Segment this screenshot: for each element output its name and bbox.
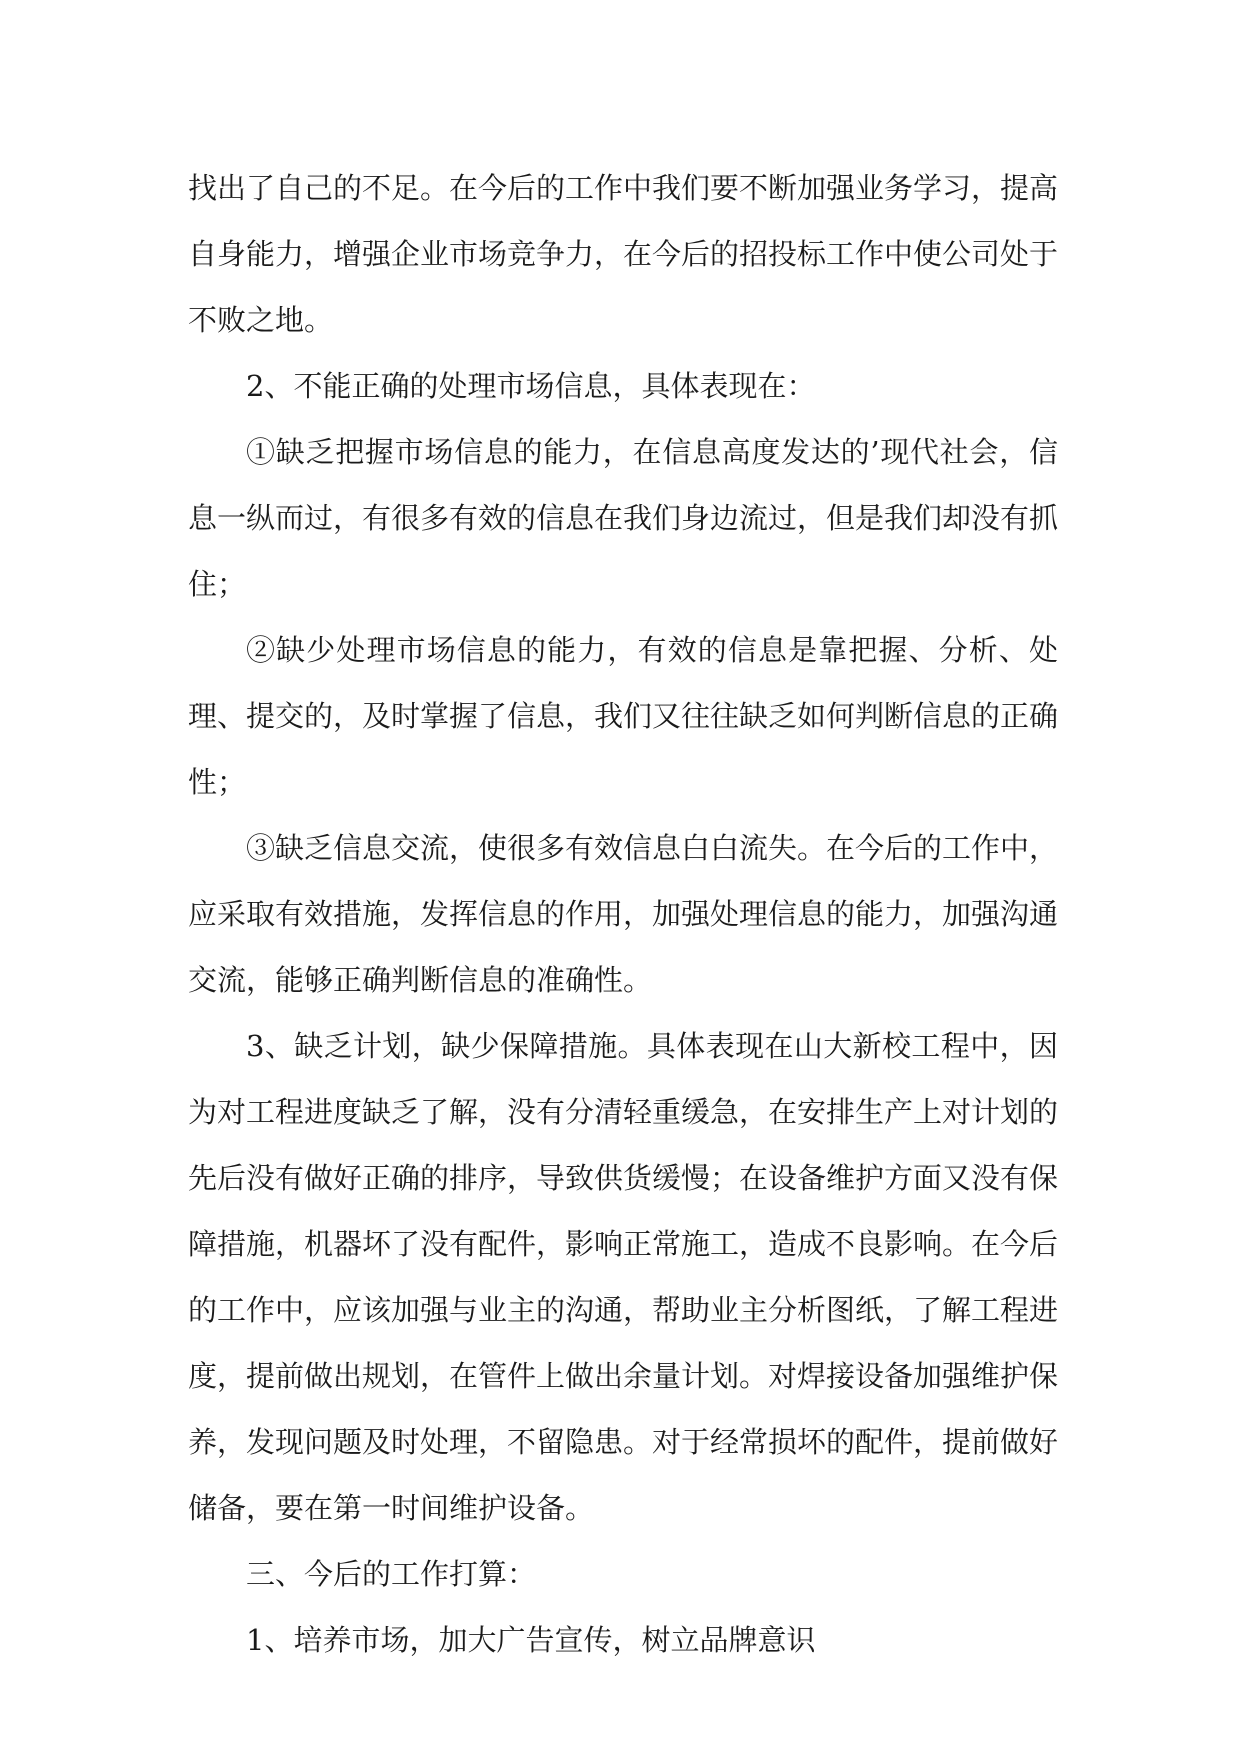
- paragraph-point-2: ②缺少处理市场信息的能力，有效的信息是靠把握、分析、处理、提交的，及时掌握了信息，我们又往往缺乏如何判断信息的正确性；: [188, 633, 1059, 799]
- paragraph-plan-item-1: 1、培养市场，加大广告宣传，树立品牌意识: [246, 1623, 816, 1657]
- paragraph-continuation: 找出了自己的不足。在今后的工作中我们要不断加强业务学习，提高自身能力，增强企业市场竞争力，在今后的招投标工作中使公司处于不败之地。: [188, 171, 1059, 337]
- paragraph-item-3: 3、缺乏计划，缺少保障措施。具体表现在山大新校工程中，因为对工程进度缺乏了解，没有分清轻重缓急，在安排生产上对计划的先后没有做好正确的排序，导致供货缓慢；在设备维护方面又没有保障措施，机器坏了没有配件，影响正常施工，造成不良影响。在今后的工作中，应该加强与业主的沟通，帮助业主分析图纸，了解工程进度，提前做出规划，在管件上做出余量计划。对焊接设备加强维护保养，发现问题及时处理，不留隐患。对于经常损坏的配件，提前做好储备，要在第一时间维护设备。: [188, 1029, 1059, 1525]
- section-heading-three: 三、今后的工作打算：: [246, 1557, 537, 1591]
- paragraph-point-1: ①缺乏把握市场信息的能力，在信息高度发达的’现代社会，信息一纵而过，有很多有效的信息在我们身边流过，但是我们却没有抓住；: [188, 435, 1059, 601]
- paragraph-point-3: ③缺乏信息交流，使很多有效信息白白流失。在今后的工作中，应采取有效措施，发挥信息的作用，加强处理信息的能力，加强沟通交流，能够正确判断信息的准确性。: [188, 831, 1059, 997]
- paragraph-item-2-heading: 2、不能正确的处理市场信息，具体表现在：: [246, 369, 816, 403]
- document-body: [188, 155, 1058, 1673]
